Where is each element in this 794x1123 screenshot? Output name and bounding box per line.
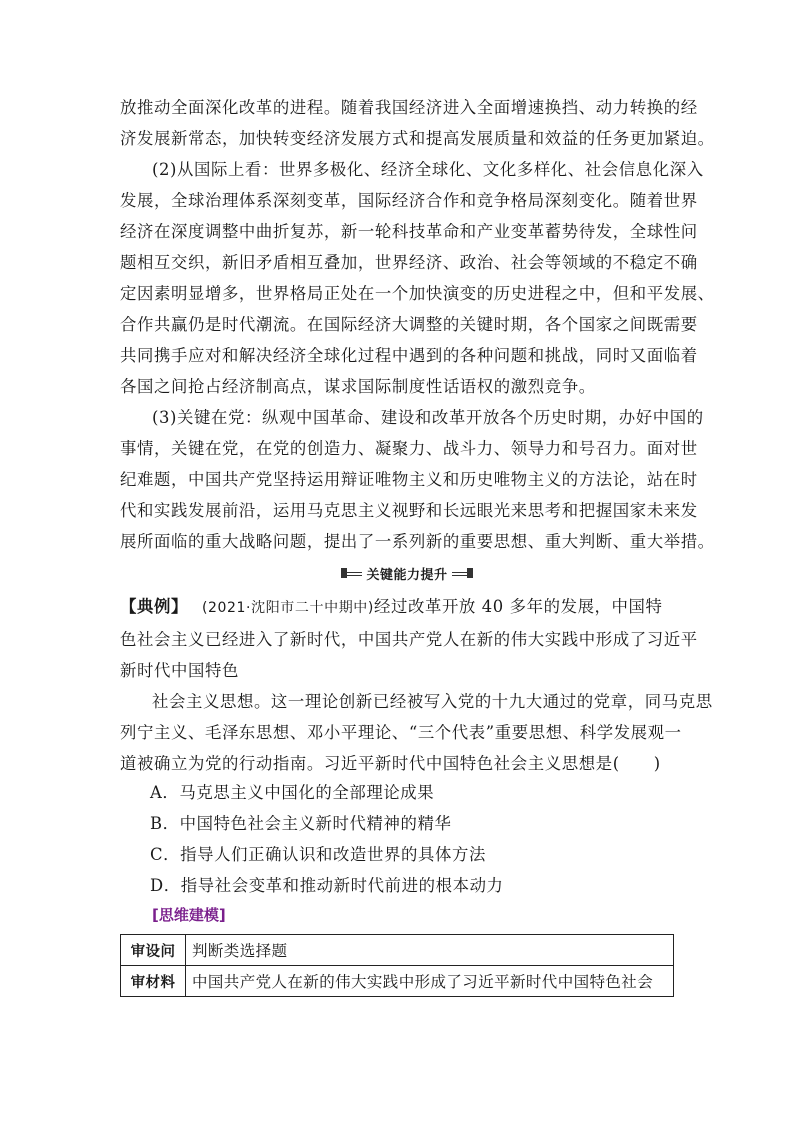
text-line: (3)关键在党：纵观中国革命、建设和改革开放各个历史时期，办好中国的 [152, 408, 704, 427]
section-heading-text: 关键能力提升 [362, 564, 451, 583]
example-text: 经过改革开放 40 多年的发展，中国特 [373, 597, 663, 616]
table-row [121, 966, 674, 997]
text-line: 共同携手应对和解决经济全球化过程中遇到的各种问题和挑战，同时又面临着 [120, 346, 698, 365]
text-line: 纪难题，中国共产党坚持运用辩证唯物主义和历史唯物主义的方法论，站在时 [120, 470, 698, 489]
example-tag: 【典例】 [120, 597, 188, 616]
text-line: 代和实践发展前沿，运用马克思主义视野和长远眼光来思考和把握国家未来发 [120, 501, 698, 520]
table-key-cell: 审设问 [121, 935, 186, 966]
text-line: (2)从国际上看：世界多极化、经济全球化、文化多样化、社会信息化深入 [152, 160, 704, 179]
choice-a: A．马克思主义中国化的全部理论成果 [150, 783, 435, 802]
example-source: (2021·沈阳市二十中期中) [201, 600, 374, 616]
heading-cap-right [467, 568, 473, 578]
text-line: 合作共赢仍是时代潮流。在国际经济大调整的关键时期，各个国家之间既需要 [120, 315, 698, 334]
paragraph-2 [120, 154, 715, 402]
choice-b: B．中国特色社会主义新时代精神的精华 [150, 814, 452, 833]
text-line: 新时代中国特色 [120, 661, 239, 680]
text-line: 济发展新常态，加快转变经济发展方式和提高发展质量和效益的任务更加紧迫。 [120, 129, 715, 148]
choice-c: C．指导人们正确认识和改造世界的具体方法 [150, 845, 486, 864]
paragraph-1 [120, 92, 715, 154]
paragraph-3 [120, 402, 715, 557]
choice-d: D．指导社会变革和推动新时代前进的根本动力 [150, 876, 504, 895]
table-key-cell: 审材料 [121, 966, 186, 997]
table-value-cell: 判断类选择题 [186, 935, 674, 966]
example-block [120, 591, 713, 779]
text-line: 社会主义思想。这一理论创新已经被写入党的十九大通过的党章，同马克思 [152, 692, 713, 711]
text-line: 列宁主义、毛泽东思想、邓小平理论、“三个代表”重要思想、科学发展观一 [120, 723, 682, 742]
text-line: 放推动全面深化改革的进程。随着我国经济进入全面增速换挡、动力转换的经 [120, 98, 698, 117]
text-line: 经济在深度调整中曲折复苏，新一轮科技革命和产业变革蓄势待发，全球性问 [120, 222, 698, 241]
thinking-model-table [120, 934, 674, 997]
text-line: 色社会主义已经进入了新时代，中国共产党人在新的伟大实践中形成了习近平 [120, 630, 698, 649]
heading-cap-left [341, 568, 347, 578]
text-line: 定因素明显增多，世界格局正处在一个加快演变的历史进程之中，但和平发展、 [120, 284, 715, 303]
section-heading [341, 563, 473, 583]
example-first-line [120, 591, 676, 624]
text-line: 各国之间抢占经济制高点，谋求国际制度性话语权的激烈竞争。 [120, 377, 596, 396]
text-line: 发展，全球治理体系深刻变革，国际经济合作和竞争格局深刻变化。随着世界 [120, 191, 698, 210]
table-value-cell: 中国共产党人在新的伟大实践中形成了习近平新时代中国特色社会 [186, 966, 674, 997]
text-line: 展所面临的重大战略问题，提出了一系列新的重要思想、重大判断、重大举措。 [120, 532, 715, 551]
text-line: 事情，关键在党，在党的创造力、凝聚力、战斗力、领导力和号召力。面对世 [120, 439, 698, 458]
text-line: 道被确立为党的行动指南。习近平新时代中国特色社会主义思想是( ) [120, 754, 661, 773]
text-line: 题相互交织，新旧矛盾相互叠加，世界经济、政治、社会等领域的不稳定不确 [120, 253, 698, 272]
thinking-model-label: [思维建模] [152, 906, 226, 924]
table-row [121, 935, 674, 966]
